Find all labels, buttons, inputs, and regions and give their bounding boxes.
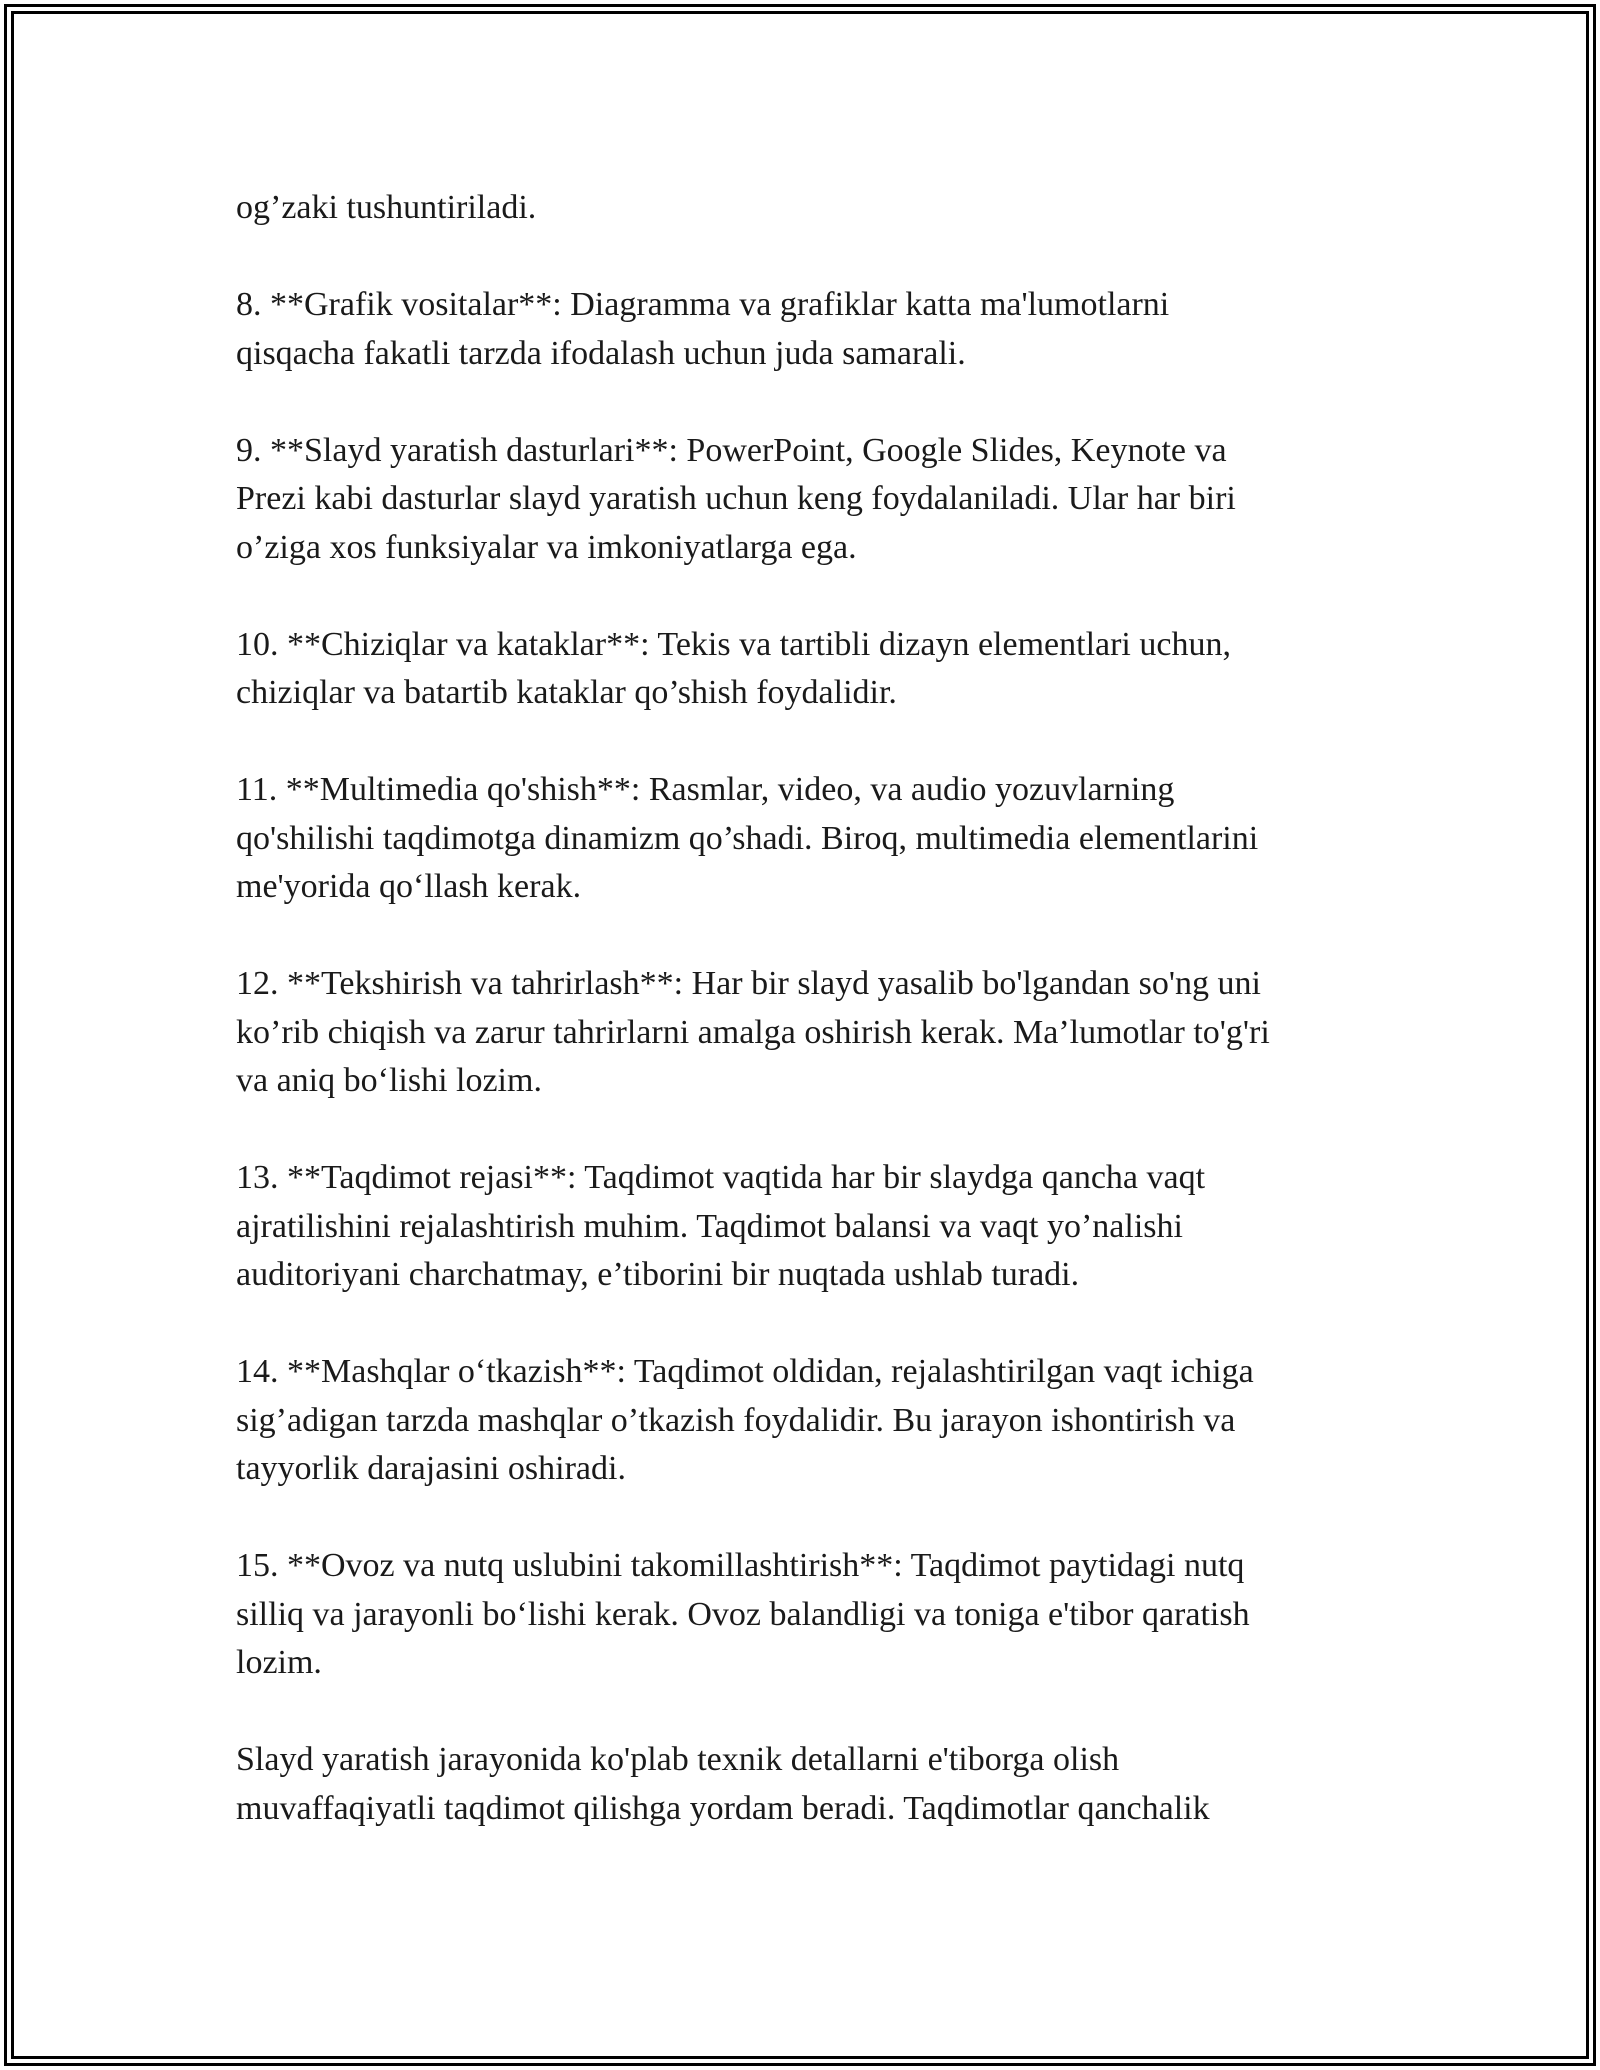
document-body (236, 184, 1366, 1833)
paragraph-continuation: og’zaki tushuntiriladi. (236, 189, 537, 226)
paragraph-item-11: 11. **Multimedia qo'shish**: Rasmlar, video, va audio yozuvlarning qo'shilishi taqdimotga dinamizm qo’shadi. Biroq, multimedia elementlarini me'yorida qo‘llash kerak. (236, 771, 1259, 905)
paragraph-item-13: 13. **Taqdimot rejasi**: Taqdimot vaqtida har bir slaydga qancha vaqt ajratilishini rejalashtirish muhim. Taqdimot balansi va vaqt yo’nalishi auditoriyani charchatmay, e’tiborini bir nuqtada ushlab turadi. (236, 1159, 1206, 1293)
paragraph-item-14: 14. **Mashqlar o‘tkazish**: Taqdimot oldidan, rejalashtirilgan vaqt ichiga sig’adigan tarzda mashqlar o’tkazish foydalidir. Bu jarayon ishontirish va tayyorlik darajasini oshiradi. (236, 1353, 1254, 1487)
paragraph-conclusion: Slayd yaratish jarayonida ko'plab texnik detallarni e'tiborga olish muvaffaqiyatli taqdimot qilishga yordam beradi. Taqdimotlar qanchalik (236, 1741, 1210, 1827)
paragraph-item-8: 8. **Grafik vositalar**: Diagramma va grafiklar katta ma'lumotlarni qisqacha fakatli tarzda ifodalash uchun juda samarali. (236, 286, 1170, 372)
paragraph-item-9: 9. **Slayd yaratish dasturlari**: PowerPoint, Google Slides, Keynote va Prezi kabi dasturlar slayd yaratish uchun keng foydalaniladi. Ular har biri o’ziga xos funksiyalar va imkoniyatlarga ega. (236, 431, 1236, 566)
paragraph-item-15: 15. **Ovoz va nutq uslubini takomillashtirish**: Taqdimot paytidagi nutq silliq va jarayonli bo‘lishi kerak. Ovoz balandligi va toniga e'tibor qaratish lozim. (236, 1547, 1250, 1681)
paragraph-item-12: 12. **Tekshirish va tahrirlash**: Har bir slayd yasalib bo'lgandan so'ng uni ko’rib chiqish va zarur tahrirlarni amalga oshirish kerak. Ma’lumotlar to'g'ri va aniq bo‘lishi lozim. (236, 965, 1270, 1099)
paragraph-item-10: 10. **Chiziqlar va kataklar**: Tekis va tartibli dizayn elementlari uchun, chiziqlar va batartib kataklar qo’shish foydalidir. (236, 625, 1231, 711)
